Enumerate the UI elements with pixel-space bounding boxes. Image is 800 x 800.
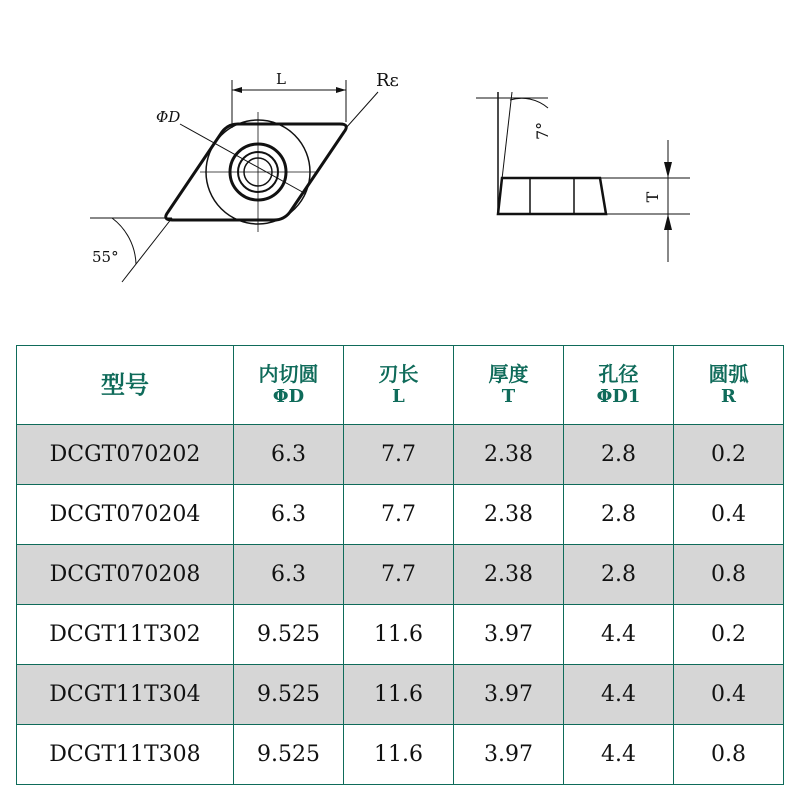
- cell-thickness: 2.38: [454, 485, 564, 545]
- cell-model: DCGT070204: [17, 485, 234, 545]
- cell-edge-length: 7.7: [344, 425, 454, 485]
- cell-corner-radius: 0.8: [674, 725, 784, 785]
- header-thickness: 厚度 T: [454, 346, 564, 425]
- corner-radius-label: Rε: [376, 70, 399, 91]
- cell-model: DCGT070208: [17, 545, 234, 605]
- inscribed-diameter-label: ΦD: [156, 108, 181, 126]
- cell-thickness: 2.38: [454, 545, 564, 605]
- cell-hole-diameter: 2.8: [564, 545, 674, 605]
- table-row: [17, 485, 784, 545]
- insert-side-view: [476, 92, 690, 262]
- header-model: 型号: [17, 346, 234, 425]
- spec-table: [16, 345, 784, 785]
- insert-top-view: [90, 80, 378, 282]
- header-hole-diameter: 孔径 ΦD1: [564, 346, 674, 425]
- cell-edge-length: 11.6: [344, 725, 454, 785]
- cell-edge-length: 11.6: [344, 605, 454, 665]
- cell-thickness: 3.97: [454, 665, 564, 725]
- thickness-T-label: T: [643, 191, 662, 203]
- cell-thickness: 3.97: [454, 605, 564, 665]
- cell-model: DCGT11T302: [17, 605, 234, 665]
- cell-model: DCGT11T304: [17, 665, 234, 725]
- cell-inscribed-circle: 6.3: [234, 485, 344, 545]
- table-row: [17, 725, 784, 785]
- dimension-L-label: L: [276, 70, 286, 88]
- cell-edge-length: 7.7: [344, 485, 454, 545]
- insert-drawings: [0, 0, 800, 330]
- cell-hole-diameter: 4.4: [564, 665, 674, 725]
- table-row: [17, 425, 784, 485]
- cell-inscribed-circle: 9.525: [234, 725, 344, 785]
- cell-corner-radius: 0.2: [674, 605, 784, 665]
- cell-edge-length: 7.7: [344, 545, 454, 605]
- clearance-angle-label: 7°: [533, 121, 552, 140]
- cell-hole-diameter: 2.8: [564, 485, 674, 545]
- header-inscribed-circle: 内切圆 ΦD: [234, 346, 344, 425]
- table-row: [17, 665, 784, 725]
- cell-inscribed-circle: 6.3: [234, 545, 344, 605]
- cell-corner-radius: 0.2: [674, 425, 784, 485]
- table-row: [17, 605, 784, 665]
- cell-thickness: 3.97: [454, 725, 564, 785]
- cell-edge-length: 11.6: [344, 665, 454, 725]
- cell-corner-radius: 0.8: [674, 545, 784, 605]
- cell-inscribed-circle: 9.525: [234, 665, 344, 725]
- cell-inscribed-circle: 9.525: [234, 605, 344, 665]
- cell-model: DCGT070202: [17, 425, 234, 485]
- header-corner-radius: 圆弧 R: [674, 346, 784, 425]
- table-header-row: [17, 346, 784, 425]
- cell-corner-radius: 0.4: [674, 665, 784, 725]
- insert-angle-label: 55°: [92, 248, 119, 266]
- cell-corner-radius: 0.4: [674, 485, 784, 545]
- cell-inscribed-circle: 6.3: [234, 425, 344, 485]
- header-edge-length: 刃长 L: [344, 346, 454, 425]
- cell-hole-diameter: 4.4: [564, 725, 674, 785]
- cell-model: DCGT11T308: [17, 725, 234, 785]
- cell-thickness: 2.38: [454, 425, 564, 485]
- table-row: [17, 545, 784, 605]
- cell-hole-diameter: 2.8: [564, 425, 674, 485]
- cell-hole-diameter: 4.4: [564, 605, 674, 665]
